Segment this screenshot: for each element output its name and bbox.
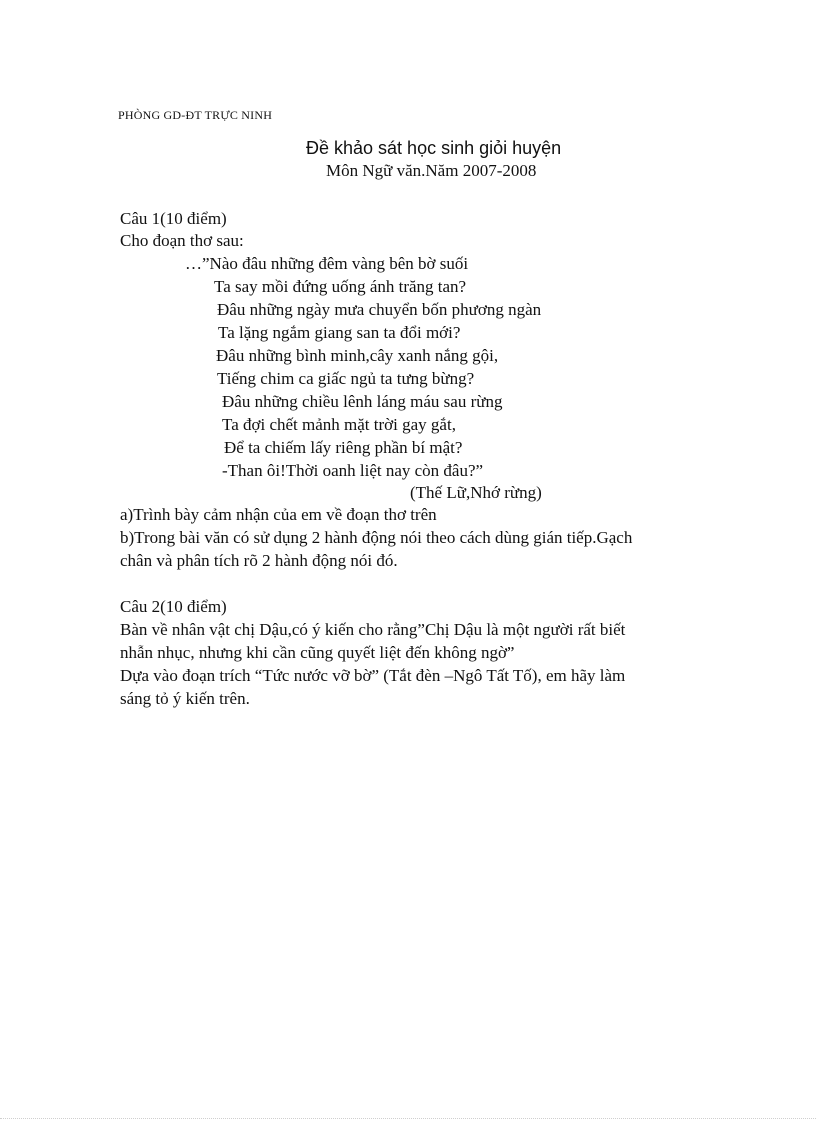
poem-line-9: Để ta chiếm lấy riêng phần bí mật? (224, 438, 463, 457)
poem-line-1: …”Nào đâu những đêm vàng bên bờ suối (185, 254, 469, 273)
question1-intro: Cho đoạn thơ sau: (120, 231, 244, 250)
poem-line-5: Đâu những bình minh,cây xanh nắng gội, (216, 346, 499, 365)
poem-line-10: -Than ôi!Thời oanh liệt nay còn đâu?” (222, 461, 484, 480)
question1-part-a: a)Trình bày cảm nhận của em về đoạn thơ trên (120, 505, 437, 524)
question2-line2: nhẫn nhục, nhưng khi cần cũng quyết liệt đến không ngờ” (120, 643, 515, 662)
poem-line-6: Tiếng chim ca giấc ngủ ta tưng bừng? (217, 369, 475, 388)
question1-part-b-line1: b)Trong bài văn có sử dụng 2 hành động nói theo cách dùng gián tiếp.Gạch (120, 528, 633, 547)
page-bottom-rule (0, 1118, 816, 1119)
poem-line-4: Ta lặng ngắm giang san ta đổi mới? (218, 323, 461, 342)
exam-title: Đề khảo sát học sinh giỏi huyện (306, 138, 562, 158)
department-name: PHÒNG GD-ĐT TRỰC NINH (118, 108, 273, 122)
poem-line-2: Ta say mồi đứng uống ánh trăng tan? (214, 277, 467, 296)
question1-heading: Câu 1(10 điểm) (120, 209, 227, 228)
question2-line1: Bàn về nhân vật chị Dậu,có ý kiến cho rằng”Chị Dậu là một người rất biết (120, 620, 626, 639)
poem-line-3: Đâu những ngày mưa chuyển bốn phương ngàn (217, 300, 542, 319)
question2-line4: sáng tỏ ý kiến trên. (120, 689, 250, 708)
poem-source: (Thế Lữ,Nhớ rừng) (410, 483, 542, 502)
question2-line3: Dựa vào đoạn trích “Tức nước vỡ bờ” (Tắt đèn –Ngô Tất Tố), em hãy làm (120, 666, 626, 685)
poem-line-8: Ta đợi chết mảnh mặt trời gay gắt, (222, 415, 456, 434)
question2-heading: Câu 2(10 điểm) (120, 597, 227, 616)
exam-subtitle: Môn Ngữ văn.Năm 2007-2008 (326, 161, 537, 180)
poem-line-7: Đâu những chiều lênh láng máu sau rừng (222, 392, 503, 411)
question1-part-b-line2: chân và phân tích rõ 2 hành động nói đó. (120, 551, 398, 570)
